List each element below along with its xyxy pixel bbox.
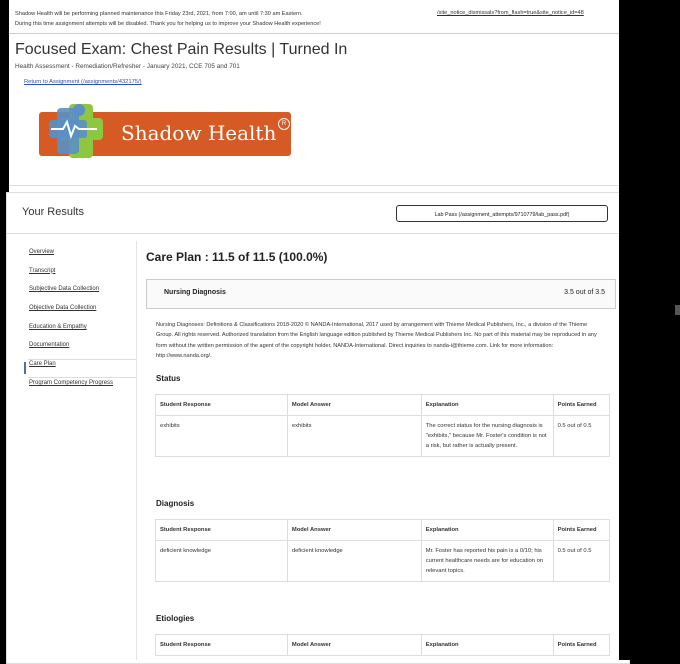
- points-cell: 0.5 out of 0.5: [553, 416, 609, 457]
- logo-figure-icon: [39, 100, 119, 162]
- return-to-assignment-link[interactable]: Return to Assignment (/assignments/432175/): [24, 79, 142, 85]
- nav-subjective-data-collection[interactable]: Subjective Data Collection: [29, 286, 100, 293]
- nav-objective-data-collection[interactable]: Objective Data Collection: [29, 305, 97, 312]
- maintenance-banner: [9, 10, 619, 32]
- your-results-heading: Your Results: [22, 206, 84, 218]
- diagnosis-heading: Diagnosis: [156, 499, 195, 508]
- nav-documentation[interactable]: Documentation: [29, 342, 70, 349]
- nav-program-competency-progress[interactable]: Program Competency Progress: [29, 379, 114, 386]
- column-student-response: Student Response: [156, 395, 288, 416]
- model-answer-cell: exhibits: [287, 416, 421, 457]
- column-explanation: Explanation: [421, 520, 553, 541]
- banner-text: [15, 10, 425, 29]
- banner-line-1: Shadow Health will be performing planned maintenance this Friday 23rd, 2021, from 7:00, am until 7:30 am Eastern.: [15, 11, 303, 17]
- etiologies-heading: Etiologies: [156, 614, 195, 623]
- explanation-cell: The correct status for the nursing diagnosis is "exhibits," because Mr. Foster's condition is not a risk, but rather is actually present.: [421, 416, 553, 457]
- column-explanation: Explanation: [421, 395, 553, 416]
- screen-edge-mark: [675, 305, 680, 315]
- course-subtitle: Health Assessment - Remediation/Refresher - January 2021, CCE 705 and 701: [15, 63, 240, 70]
- results-sidebar-nav: [29, 249, 139, 399]
- table-row: [156, 541, 610, 582]
- status-heading: Status: [156, 374, 181, 383]
- table-header-row: [156, 635, 610, 656]
- column-student-response: Student Response: [156, 635, 288, 656]
- page-title: Focused Exam: Chest Pain Results | Turned In: [15, 41, 348, 58]
- column-points-earned: Points Earned: [553, 635, 609, 656]
- results-divider: [6, 233, 628, 234]
- table-row: [156, 416, 610, 457]
- lab-pass-button[interactable]: Lab Pass (/assignment_attempts/9710779/lab_pass.pdf): [396, 205, 608, 222]
- column-explanation: Explanation: [421, 635, 553, 656]
- status-table: [155, 394, 610, 457]
- student-response-cell: deficient knowledge: [156, 541, 288, 582]
- nursing-diagnosis-label: Nursing Diagnosis: [164, 289, 226, 296]
- banner-line-2: During this time assignment attempts will be disabled. Thank you for helping us to improve your Shadow Health experience!: [15, 20, 321, 27]
- explanation-cell: Mr. Foster has reported his pain is a 0/10; his current healthcare needs are for education on relevant topics.: [421, 541, 553, 582]
- table-header-row: [156, 395, 610, 416]
- nav-care-plan[interactable]: Care Plan: [29, 361, 56, 368]
- logo-text: Shadow Health: [121, 121, 277, 145]
- points-cell: 0.5 out of 0.5: [553, 541, 609, 582]
- dismiss-notice-link[interactable]: /site_notice_dismissals?from_flash=true&site_notice_id=48: [437, 10, 584, 16]
- table-header-row: [156, 520, 610, 541]
- nursing-diagnosis-score: 3.5 out of 3.5: [564, 289, 605, 296]
- column-model-answer: Model Answer: [287, 395, 421, 416]
- diagnosis-table: [155, 519, 610, 582]
- nav-transcript[interactable]: Transcript: [29, 267, 56, 274]
- column-points-earned: Points Earned: [553, 520, 609, 541]
- student-response-cell: exhibits: [156, 416, 288, 457]
- screen-edge: [619, 0, 680, 660]
- column-student-response: Student Response: [156, 520, 288, 541]
- column-model-answer: Model Answer: [287, 520, 421, 541]
- nav-active-indicator: [24, 362, 26, 374]
- model-answer-cell: deficient knowledge: [287, 541, 421, 582]
- column-points-earned: Points Earned: [553, 395, 609, 416]
- care-plan-title: Care Plan : 11.5 of 11.5 (100.0%): [146, 250, 328, 264]
- nursing-diagnosis-header: [146, 279, 616, 309]
- nav-education-empathy[interactable]: Education & Empathy: [29, 323, 87, 330]
- shadow-health-logo: [39, 100, 299, 162]
- etiologies-table: [155, 634, 610, 656]
- column-model-answer: Model Answer: [287, 635, 421, 656]
- nav-overview[interactable]: Overview: [29, 249, 55, 255]
- banner-divider: [9, 33, 619, 34]
- header-divider: [9, 185, 619, 186]
- nanda-copyright-notice: Nursing Diagnoses: Definitions & Classifications 2018-2020 © NANDA-International, 2017 used by arrangement with Thieme Medical Publishers, Inc., a division of the Thieme Group. All rights reserved. Authorized translation from the English language edition published by Thieme Medical Publishers Inc. No part of this material may be reproduced in any form without the written permission of the agent of the copyright holder, NANDA-International. Direct inquiries to nanda-i@thieme.com. Link for more information: http://www.nanda.org/.: [156, 322, 597, 360]
- logo-registered-mark: R: [278, 118, 290, 130]
